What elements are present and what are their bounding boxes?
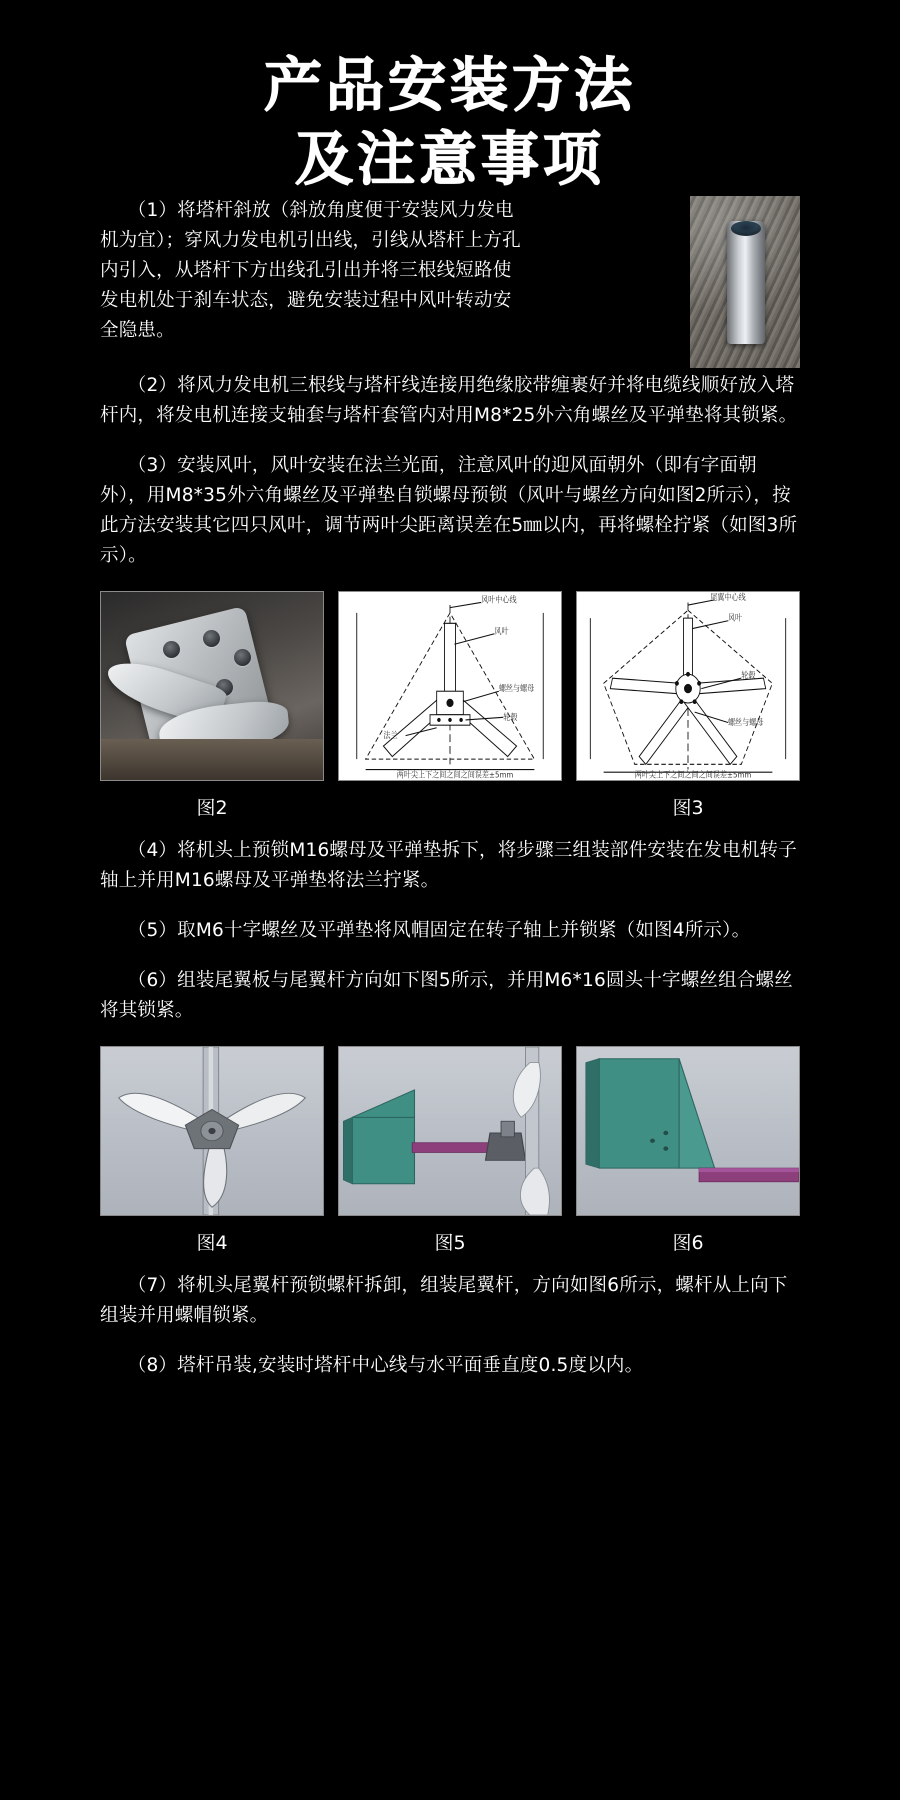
svg-text:两叶尖上下之间之间之间误差±5mm: 两叶尖上下之间之间之间误差±5mm [396,770,514,780]
step-6-text: （6）组装尾翼板与尾翼杆方向如下图5所示，并用M6*16圆头十字螺丝组合螺丝将其锁紧。 [100,970,793,1022]
figure-row-2 [100,1046,800,1271]
figure-6-caption: 图6 [672,1232,704,1255]
figure-5-caption: 图5 [434,1232,466,1255]
svg-text:轮毂: 轮毂 [741,670,756,681]
svg-text:风叶中心线: 风叶中心线 [481,595,517,605]
svg-text:螺丝与螺母: 螺丝与螺母 [498,683,535,694]
step-8-text: （8）塔杆吊装,安装时塔杆中心线与水平面垂直度0.5度以内。 [127,1355,644,1377]
figure-3-caption: 图3 [672,797,704,820]
step-5-text: （5）取M6十字螺丝及平弹垫将风帽固定在转子轴上并锁紧（如图4所示）。 [127,920,751,942]
figure-4-caption: 图4 [196,1232,228,1255]
step-2-text: （2）将风力发电机三根线与塔杆线连接用绝缘胶带缠裹好并将电缆线顺好放入塔杆内，将发电机连接支轴套与塔杆套管内对用M8*25外六角螺丝及平弹垫将其锁紧。 [100,375,798,427]
svg-text:风叶: 风叶 [727,613,743,624]
page-title [0,0,900,196]
figure-6-image [576,1046,800,1216]
step-4-text: （4）将机头上预锁M16螺母及平弹垫拆下，将步骤三组装部件安装在发电机转子轴上并用M16螺母及平弹垫将法兰拧紧。 [100,840,797,892]
title-line-1: 产品安装方法 [263,51,636,119]
svg-text:螺丝与螺母: 螺丝与螺母 [727,717,764,728]
step-7-text: （7）将机头尾翼杆预锁螺杆拆卸，组装尾翼杆，方向如图6所示，螺杆从上向下组装并用螺帽锁紧。 [100,1275,788,1327]
title-line-2: 及注意事项 [294,125,605,194]
step-1-text: （1）将塔杆斜放（斜放角度便于安装风力发电机为宜）；穿风力发电机引出线，引线从塔杆上方孔内引入，从塔杆下方出线孔引出并将三根线短路使发电机处于刹车状态，避免安装过程中风叶转动安全隐患。 [100,200,521,342]
svg-text:尾翼中心线: 尾翼中心线 [710,592,746,603]
figure-4-image [100,1046,324,1216]
svg-text:两叶尖上下之间之间之间误差±5mm: 两叶尖上下之间之间之间误差±5mm [634,770,752,780]
figure-3a-image [338,591,562,781]
figure-3a [338,591,562,836]
step-1-block [100,196,800,371]
svg-text:法兰: 法兰 [383,730,398,741]
figure-3-image [576,591,800,781]
svg-text:轮毂: 轮毂 [503,712,518,723]
svg-text:风叶: 风叶 [494,626,509,637]
figure-2 [100,591,324,836]
figure-4 [100,1046,324,1271]
figure-5 [338,1046,562,1271]
content-body [0,196,900,1381]
figure-2-image [100,591,324,781]
figure-3 [576,591,800,836]
figure-row-1 [100,591,800,836]
figure-2-caption: 图2 [196,797,228,820]
tower-base-photo [690,196,800,368]
figure-5-image [338,1046,562,1216]
figure-6 [576,1046,800,1271]
step-3-text: （3）安装风叶，风叶安装在法兰光面，注意风叶的迎风面朝外（即有字面朝外），用M8*35外六角螺丝及平弹垫自锁螺母预锁（风叶与螺丝方向如图2所示），按此方法安装其它四只风叶，调节两叶尖距离误差在5㎜以内，再将螺栓拧紧（如图3所示）。 [100,455,798,567]
